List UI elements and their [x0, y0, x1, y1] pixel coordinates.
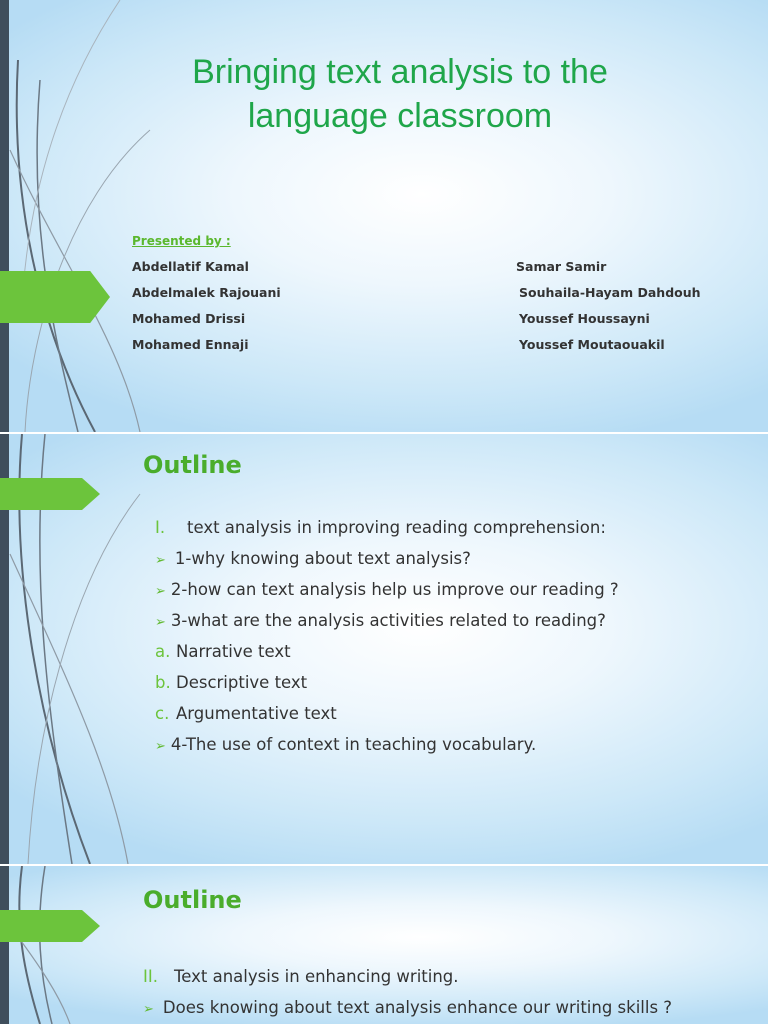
- outline-item: [143, 998, 672, 1017]
- roman-numeral-marker: II.: [143, 967, 158, 986]
- outline-item-text: 3-what are the analysis activities related to reading?: [170, 611, 606, 630]
- presenter-name: Youssef Houssayni: [519, 311, 650, 326]
- outline-item: [155, 580, 619, 599]
- presenter-name: Abdelmalek Rajouani: [132, 285, 281, 300]
- left-dark-strip: [0, 866, 9, 1024]
- outline-item: [155, 611, 606, 630]
- outline-item: [155, 642, 291, 661]
- slide-title: [100, 50, 700, 138]
- outline-item-text: 4-The use of context in teaching vocabulary.: [170, 735, 537, 754]
- outline-item: [143, 967, 459, 986]
- presented-by-label: Presented by :: [132, 234, 231, 248]
- left-dark-strip: [0, 0, 9, 432]
- letter-marker: c.: [155, 704, 170, 723]
- presenter-name: Youssef Moutaouakil: [519, 337, 665, 352]
- title-line-1: Bringing text analysis to the: [192, 53, 608, 91]
- presenter-name: Mohamed Drissi: [132, 311, 246, 326]
- presenter-name: Souhaila-Hayam Dahdouh: [519, 285, 701, 300]
- outline-item: [155, 549, 471, 568]
- outline-item: [155, 735, 536, 754]
- outline-item-text: Text analysis in enhancing writing.: [174, 967, 459, 986]
- letter-marker: a.: [155, 642, 171, 661]
- outline-item-text: text analysis in improving reading comprehension:: [187, 518, 606, 537]
- outline-item-text: 2-how can text analysis help us improve our reading ?: [170, 580, 619, 599]
- outline-slide-1: [0, 434, 768, 864]
- decorative-curves: [0, 434, 768, 864]
- green-arrow-shape: [0, 271, 110, 323]
- letter-marker: b.: [155, 673, 171, 692]
- slide-separator: [0, 864, 768, 866]
- arrow-bullet-icon: ➢: [155, 615, 166, 630]
- green-arrow-shape: [0, 478, 100, 510]
- outline-slide-2: [0, 866, 768, 1024]
- outline-item-text: Descriptive text: [176, 673, 308, 692]
- green-arrow-shape: [0, 910, 100, 942]
- outline-item-text: Argumentative text: [176, 704, 337, 723]
- outline-item-text: Does knowing about text analysis enhance our writing skills ?: [162, 998, 673, 1017]
- presenter-name: Abdellatif Kamal: [132, 259, 249, 274]
- arrow-bullet-icon: ➢: [143, 1002, 154, 1017]
- outline-heading: Outline: [143, 886, 242, 914]
- outline-heading: Outline: [143, 451, 242, 479]
- outline-item: [155, 704, 337, 723]
- arrow-bullet-icon: ➢: [155, 553, 166, 568]
- outline-item-text: 1-why knowing about text analysis?: [174, 549, 471, 568]
- presenter-name: Samar Samir: [516, 259, 607, 274]
- arrow-bullet-icon: ➢: [155, 739, 166, 754]
- title-slide: [0, 0, 768, 432]
- arrow-bullet-icon: ➢: [155, 584, 166, 599]
- outline-item-text: Narrative text: [176, 642, 291, 661]
- presenter-name: Mohamed Ennaji: [132, 337, 249, 352]
- roman-numeral-marker: I.: [155, 518, 166, 537]
- outline-item: [155, 518, 606, 537]
- slide-separator: [0, 432, 768, 434]
- outline-item: [155, 673, 307, 692]
- title-line-2: language classroom: [247, 97, 553, 135]
